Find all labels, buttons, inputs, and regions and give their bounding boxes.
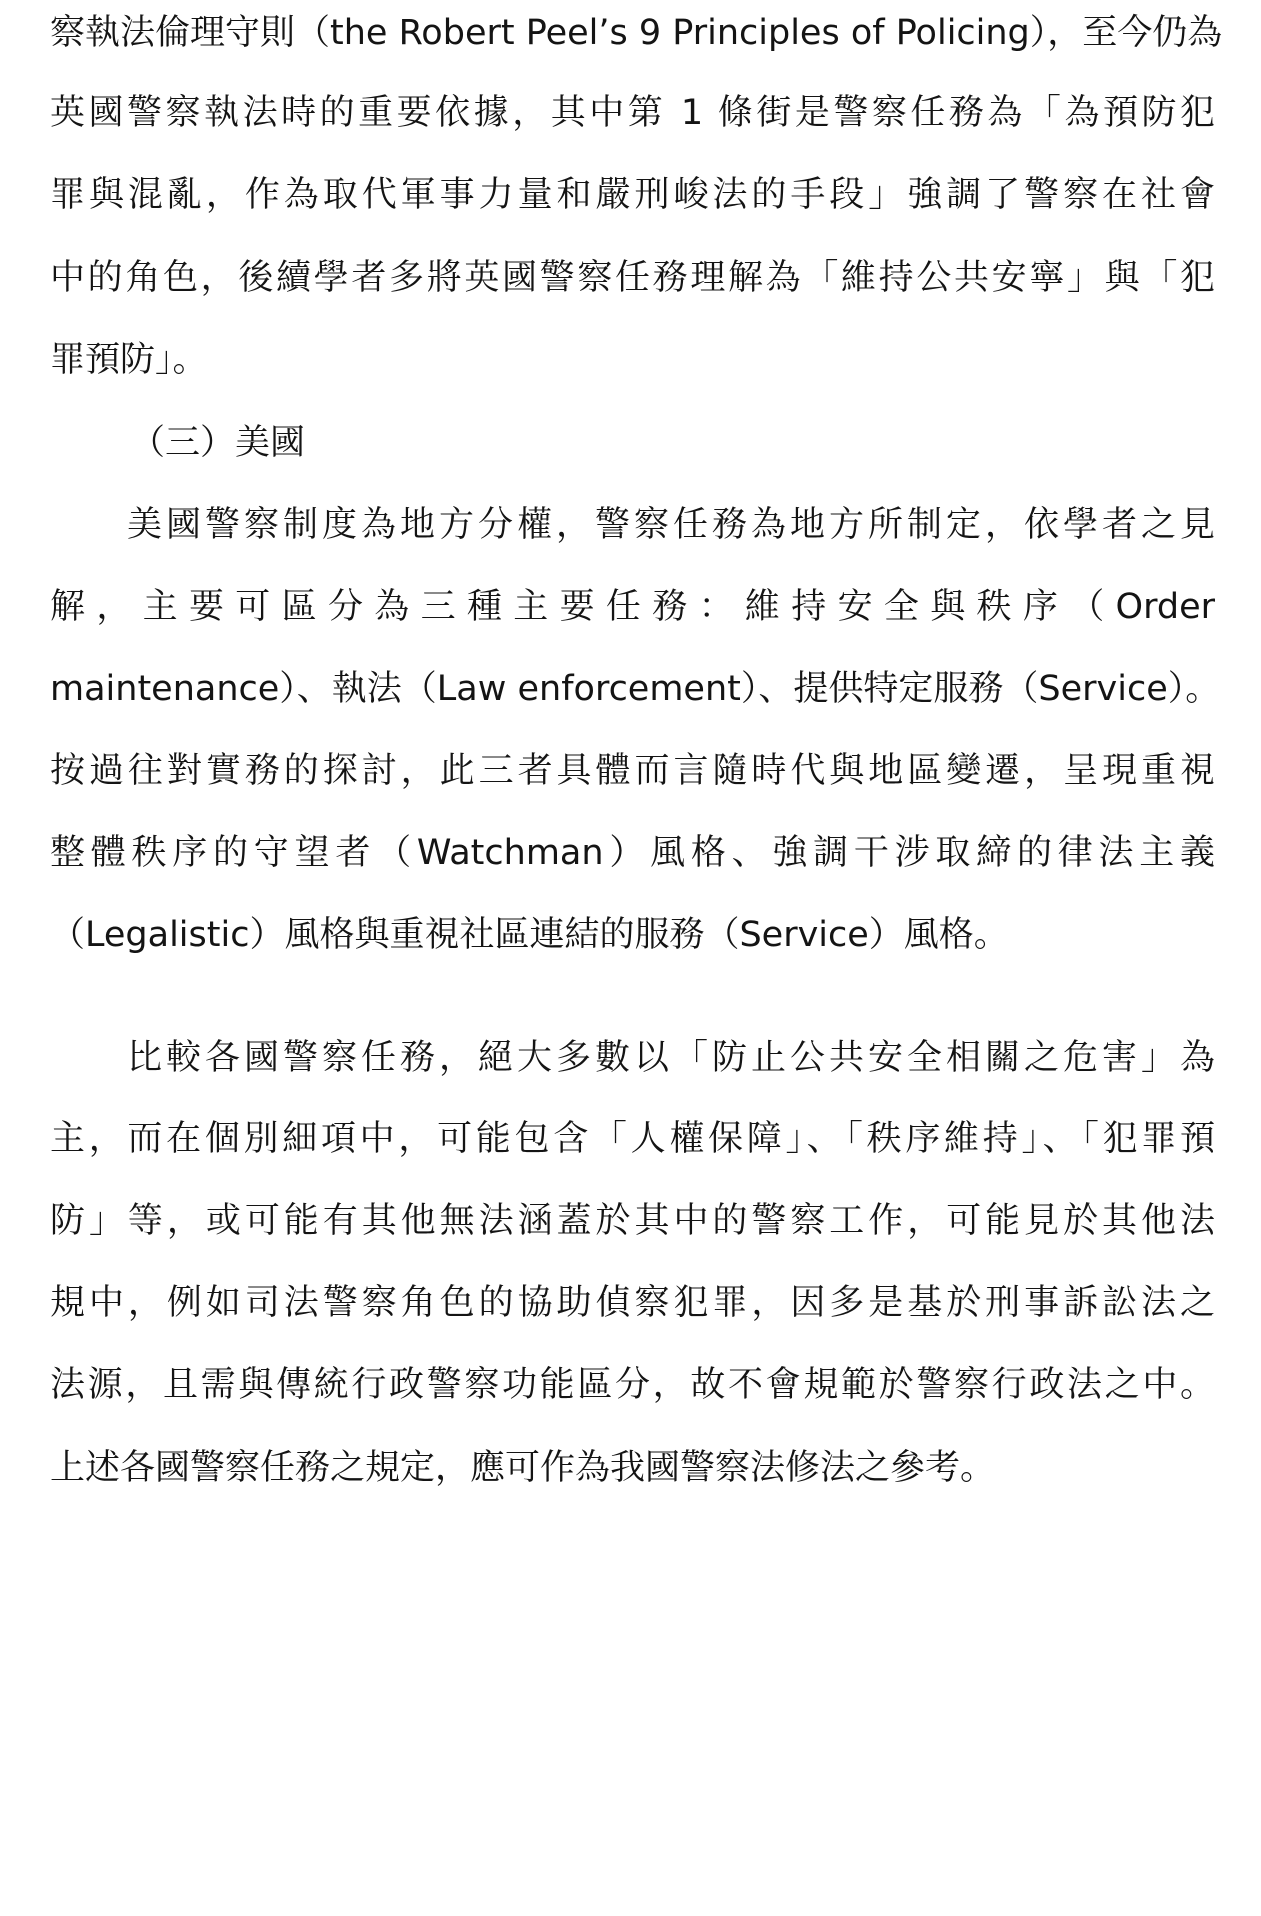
us-paragraph-line: maintenance）、執法（Law enforcement）、提供特定服務（Service）。: [50, 669, 1221, 709]
comparison-paragraph-line: 防」等，或可能有其他無法涵蓋於其中的警察工作，可能見於其他法: [50, 1201, 1215, 1241]
comparison-paragraph-line: 主，而在個別細項中，可能包含「人權保障」、「秩序維持」、「犯罪預: [50, 1119, 1215, 1159]
us-paragraph-line: 整體秩序的守望者（Watchman）風格、強調干涉取締的律法主義: [50, 833, 1215, 873]
comparison-paragraph-line: 上述各國警察任務之規定，應可作為我國警察法修法之參考。: [50, 1448, 996, 1488]
uk-paragraph-line: 罪與混亂，作為取代軍事力量和嚴刑峻法的手段」強調了警察在社會: [50, 175, 1215, 215]
uk-paragraph-line: 察執法倫理守則（the Robert Peel’s 9 Principles of Policing），至今仍為: [50, 13, 1223, 53]
us-paragraph-line: 解，主要可區分為三種主要任務：維持安全與秩序（Order: [50, 587, 1215, 627]
uk-paragraph-line: 罪預防」。: [50, 340, 208, 380]
us-paragraph-line: 按過往對實務的探討，此三者具體而言隨時代與地區變遷，呈現重視: [50, 751, 1215, 791]
comparison-paragraph-line: 規中，例如司法警察角色的協助偵察犯罪，因多是基於刑事訴訟法之: [50, 1283, 1215, 1323]
section-heading-us: （三）美國: [130, 423, 306, 463]
comparison-paragraph-line: 比較各國警察任務，絕大多數以「防止公共安全相關之危害」為: [127, 1038, 1215, 1078]
uk-paragraph-line: 英國警察執法時的重要依據，其中第 1 條街是警察任務為「為預防犯: [50, 93, 1215, 133]
uk-paragraph-line: 中的角色，後續學者多將英國警察任務理解為「維持公共安寧」與「犯: [50, 258, 1215, 298]
comparison-paragraph-line: 法源，且需與傳統行政警察功能區分，故不會規範於警察行政法之中。: [50, 1365, 1215, 1405]
us-paragraph-line: 美國警察制度為地方分權，警察任務為地方所制定，依學者之見: [127, 505, 1215, 545]
us-paragraph-line: （Legalistic）風格與重視社區連結的服務（Service）風格。: [50, 915, 1009, 955]
